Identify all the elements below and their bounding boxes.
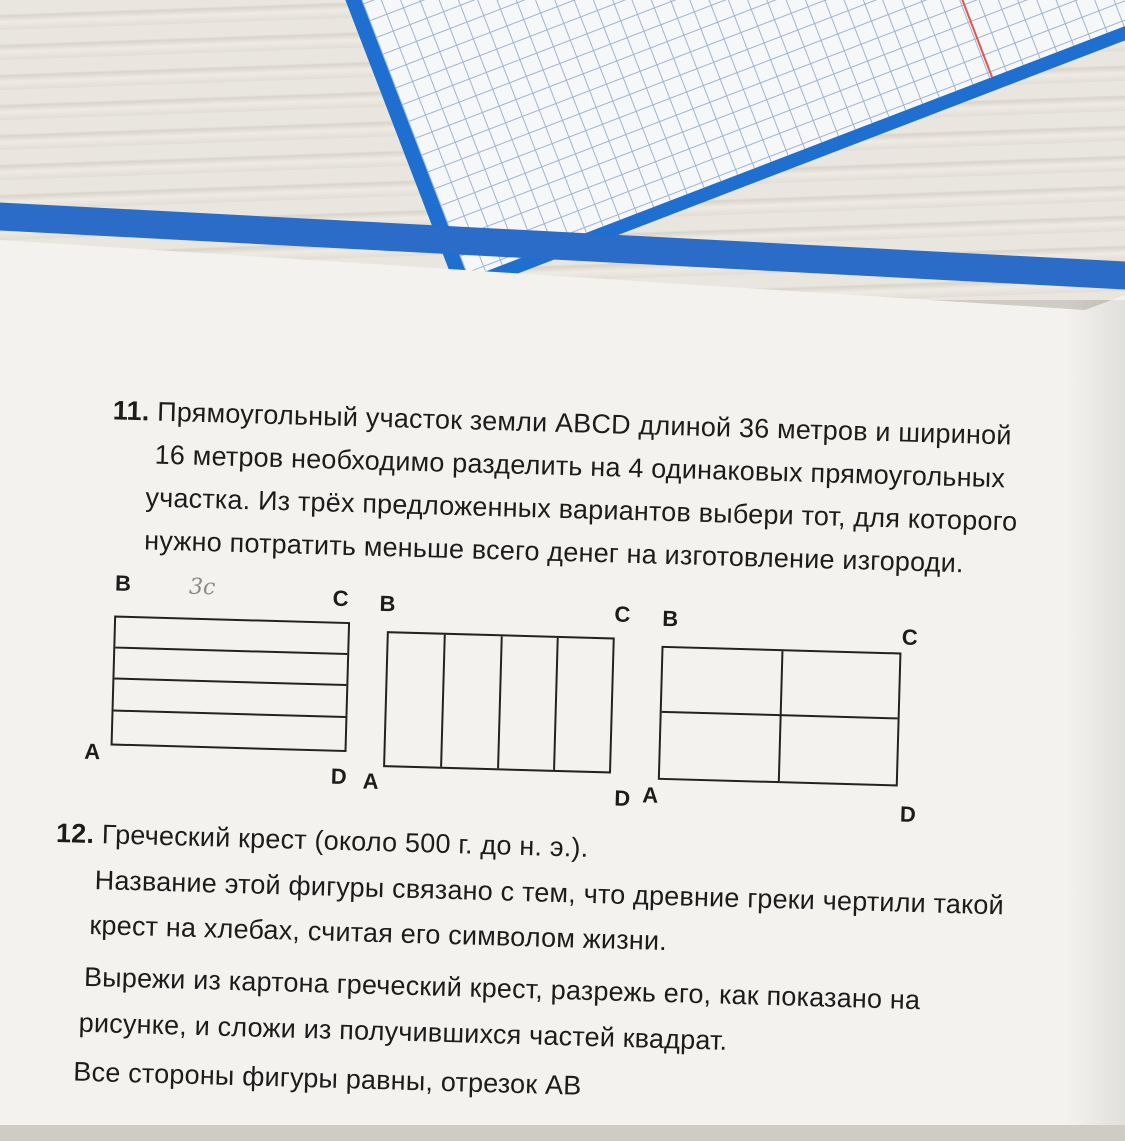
problem-12-number: 12.: [55, 817, 95, 850]
variant-2-label-d: D: [613, 785, 631, 811]
problem-11-number: 11.: [112, 395, 150, 427]
variant-3-label-b: B: [661, 605, 679, 632]
variant-1-label-b: B: [114, 570, 132, 596]
variant-2-divider-2: [497, 636, 503, 768]
variant-3-label-a: A: [642, 782, 659, 808]
problem-12-line-2: крест на хлебах, считая его символом жизни.: [89, 909, 668, 957]
problem-11-line-3: участка. Из трёх предложенных вариантов выбери тот, для которого: [145, 482, 1018, 537]
variant-1-divider-1: [115, 647, 347, 655]
problem-12-line-3: Вырежи из картона греческий крест, разрежь его, как показано на: [83, 961, 921, 1016]
variant-2-label-b: B: [379, 590, 396, 617]
problem-12-line-4: рисунке, и сложи из получившихся частей квадрат.: [78, 1007, 728, 1056]
problem-11-text-1: Прямоугольный участок земли ABCD длиной 36 метров и шириной: [156, 396, 1013, 451]
variant-2-label-c: C: [614, 601, 631, 627]
variant-2-divider-3: [553, 638, 559, 770]
problem-12-title: Греческий крест (около 500 г. до н. э.).: [101, 819, 589, 863]
problem-11-line-2: 16 метров необходимо разделить на 4 одинаковых прямоугольных: [154, 439, 1006, 494]
variant-2-divider-1: [440, 635, 446, 767]
variant-3-rectangle: [658, 646, 902, 787]
variant-2-label-a: A: [362, 768, 379, 794]
variant-1-label-c: C: [332, 585, 349, 612]
variant-1-label-a: A: [84, 738, 101, 765]
problem-11-line-4: нужно потратить меньше всего денег на изготовление изгороди.: [143, 525, 965, 579]
variant-1-divider-2: [114, 678, 346, 686]
problem-12-line-1: Название этой фигуры связано с тем, что древние греки чертили такой: [94, 865, 1005, 921]
problem-12-line-5: Все стороны фигуры равны, отрезок АВ: [73, 1056, 582, 1101]
variant-1-divider-3: [114, 710, 346, 718]
variant-1-rectangle: [111, 616, 351, 753]
pencil-note: 3с: [188, 574, 216, 601]
variant-2-rectangle: [383, 631, 615, 773]
variant-3-label-c: C: [901, 624, 919, 650]
variant-1-label-d: D: [330, 763, 348, 790]
problem-12-title-line: [56, 818, 589, 864]
variant-3-label-d: D: [899, 801, 917, 827]
